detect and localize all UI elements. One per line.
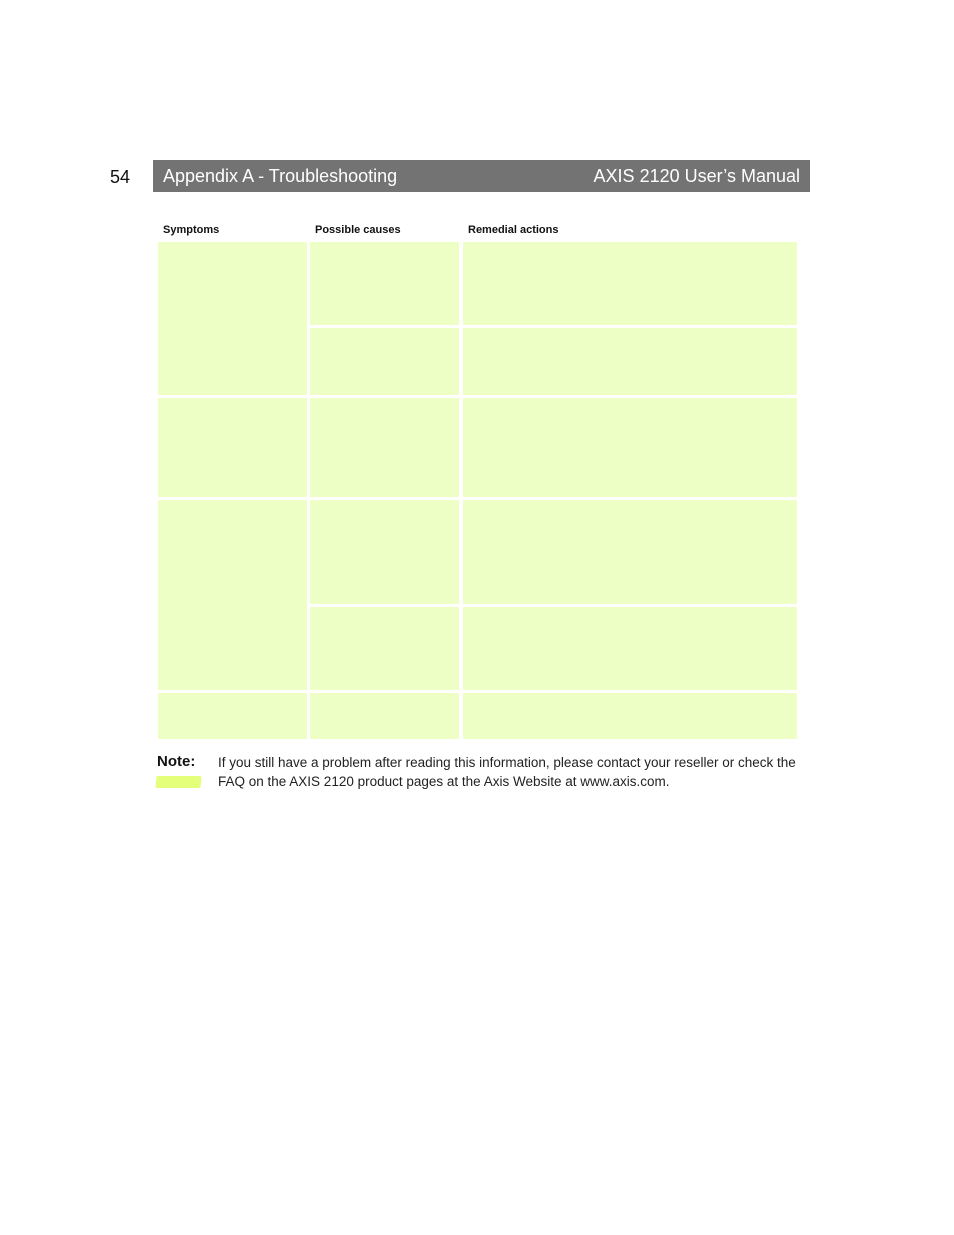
table-cell-cause bbox=[310, 398, 459, 497]
manual-title: AXIS 2120 User’s Manual bbox=[593, 165, 800, 186]
table-cell-symptom bbox=[158, 500, 307, 690]
table-cell-symptom bbox=[158, 693, 307, 739]
table-cell-cause bbox=[310, 500, 459, 604]
table-cell-symptom bbox=[158, 398, 307, 497]
table-cell-cause bbox=[310, 607, 459, 690]
note-label: Note: bbox=[157, 753, 196, 770]
table-cell-action bbox=[463, 242, 797, 325]
note-text: If you still have a problem after reading this information, please contact your reseller or check the FAQ on the AXIS 2120 product pages at the Axis Website at www.axis.com. bbox=[218, 755, 796, 789]
table-cell-action bbox=[463, 328, 797, 395]
page-header bbox=[153, 160, 810, 192]
section-title: Appendix A - Troubleshooting bbox=[163, 165, 398, 186]
table-cell-action bbox=[463, 693, 797, 739]
table-cell-cause bbox=[310, 693, 459, 739]
table-cell-cause bbox=[310, 328, 459, 395]
table-cell-symptom bbox=[158, 242, 307, 395]
column-header-possible-causes: Possible causes bbox=[315, 224, 401, 236]
table-cell-action bbox=[463, 607, 797, 690]
page-number: 54 bbox=[110, 167, 131, 187]
table-cell-action bbox=[463, 500, 797, 604]
note-highlight-mark bbox=[155, 776, 201, 788]
column-header-remedial-actions: Remedial actions bbox=[468, 224, 559, 236]
table-cell-cause bbox=[310, 242, 459, 325]
column-header-symptoms: Symptoms bbox=[163, 224, 220, 236]
table-cell-action bbox=[463, 398, 797, 497]
